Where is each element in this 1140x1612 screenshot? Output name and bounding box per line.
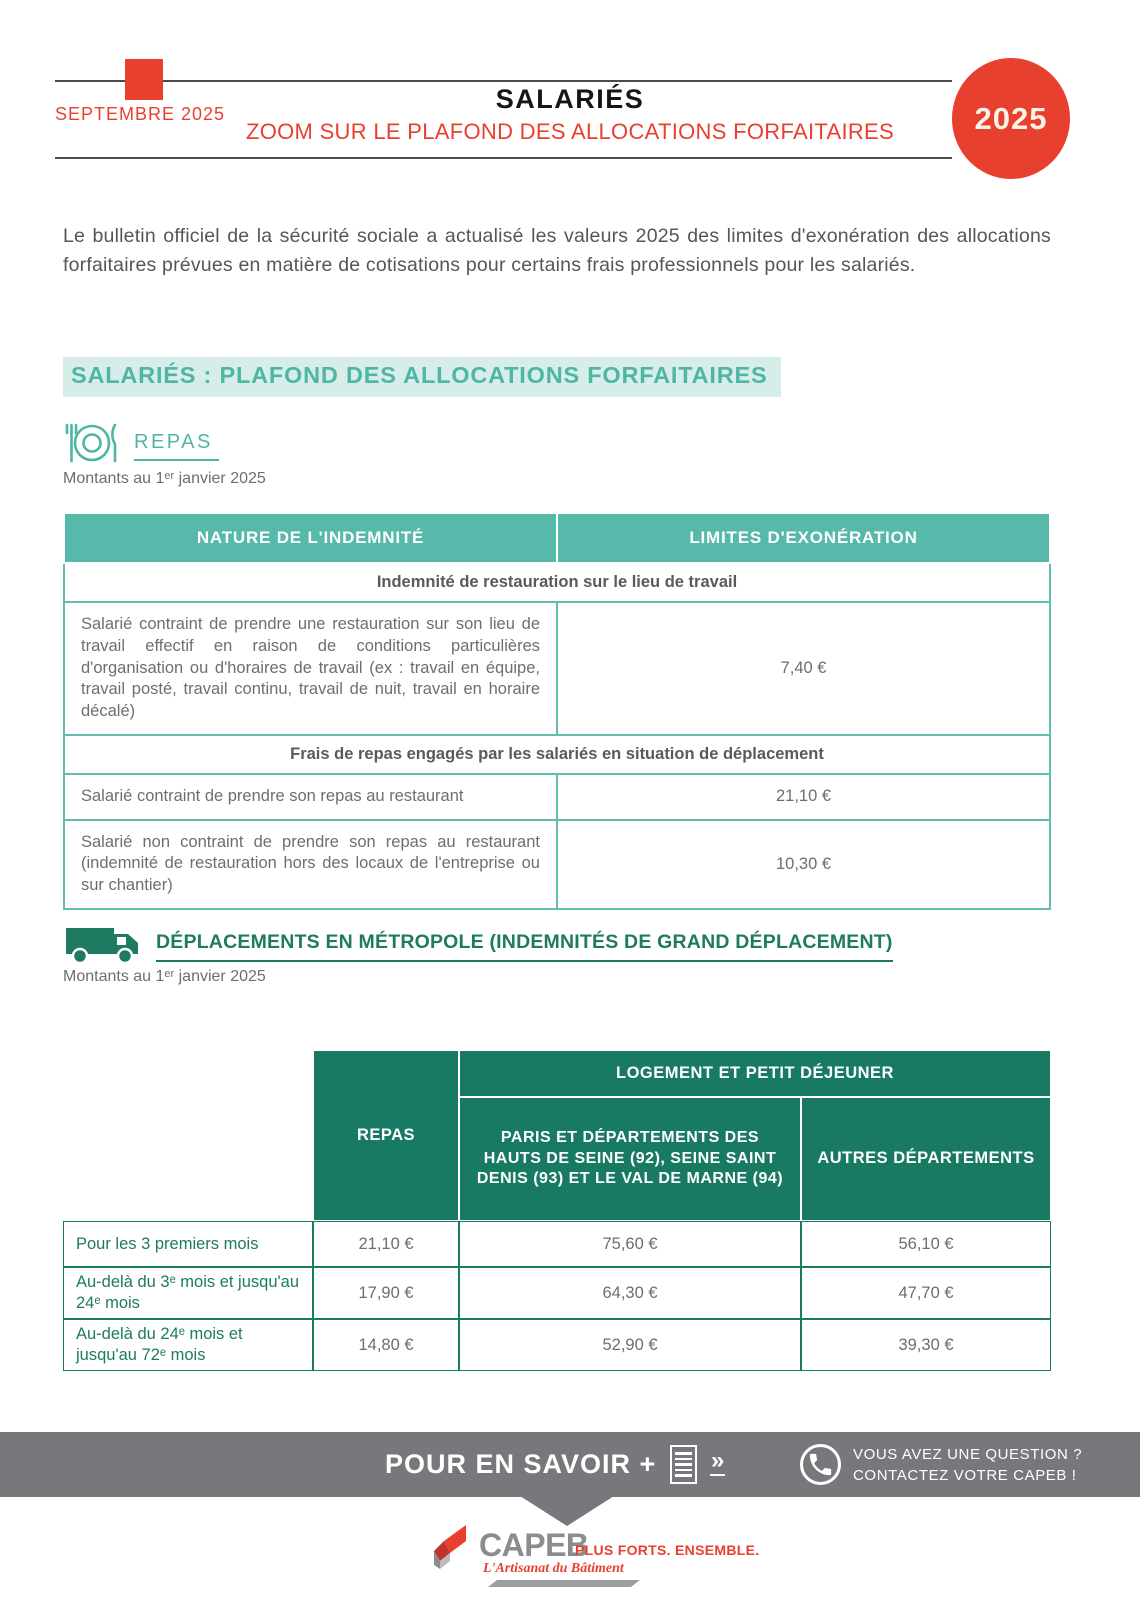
capeb-logo (430, 1517, 810, 1597)
t1-row2-value: 21,10 € (557, 774, 1050, 820)
deplacements-table (63, 1050, 1051, 1371)
capeb-logo-tagline: L'Artisanat du Bâtiment (483, 1561, 624, 1576)
capeb-logo-text: CAPEB (479, 1527, 589, 1563)
page-title: SALARIÉS (495, 84, 645, 114)
t2-row3-paris: 52,90 € (459, 1319, 801, 1371)
t2-row1-autres: 56,10 € (801, 1221, 1051, 1267)
contact-question-line1: VOUS AVEZ UNE QUESTION ? (853, 1446, 1083, 1463)
document-icon[interactable] (670, 1445, 697, 1484)
t1-row3-value: 10,30 € (557, 820, 1050, 909)
t2-row2-repas: 17,90 € (313, 1267, 459, 1319)
t2-row3-label: Au-delà du 24ᵉ mois et jusqu'au 72ᵉ mois (63, 1319, 313, 1371)
t1-row3-label: Salarié non contraint de prendre son repas au restaurant (indemnité de restauration hors des locaux de l'entreprise ou sur chantier) (64, 820, 557, 909)
repas-table (63, 512, 1051, 910)
meal-plate-icon (63, 422, 121, 469)
t1-subheader-deplacement: Frais de repas engagés par les salariés en situation de déplacement (64, 735, 1050, 774)
t2-empty-corner (63, 1050, 313, 1221)
t2-row1-label: Pour les 3 premiers mois (63, 1221, 313, 1267)
t1-row1-label: Salarié contraint de prendre une restauration sur son lieu de travail effectif en raison de conditions particulières d'organisation ou d'horaires de travail (ex : travail en équipe, travail posté, travail continu, travail de nuit, travail en horaire décalé) (64, 602, 557, 735)
table-row (64, 563, 1050, 602)
t2-row1-paris: 75,60 € (459, 1221, 801, 1267)
table-row (64, 820, 1050, 909)
page-subtitle: ZOOM SUR LE PLAFOND DES ALLOCATIONS FORFAITAIRES (245, 119, 895, 144)
capeb-slogan: PLUS FORTS. ENSEMBLE. (575, 1542, 760, 1558)
footer-bar (0, 1432, 1140, 1497)
repas-effective-date: Montants au 1ᵉʳ janvier 2025 (63, 470, 266, 487)
t2-row3-autres: 39,30 € (801, 1319, 1051, 1371)
section-heading: SALARIÉS : PLAFOND DES ALLOCATIONS FORFAITAIRES (63, 357, 781, 397)
header-rule-top (55, 80, 952, 82)
t1-header-nature: NATURE DE L'INDEMNITÉ (64, 513, 557, 563)
learn-more-label: POUR EN SAVOIR + (385, 1449, 657, 1479)
contact-question-line2: CONTACTEZ VOTRE CAPEB ! (853, 1466, 1077, 1484)
year-badge-label: 2025 (974, 100, 1048, 136)
phone-icon (799, 1443, 842, 1491)
t2-header-logement: LOGEMENT ET PETIT DÉJEUNER (459, 1050, 1051, 1097)
t2-row3-repas: 14,80 € (313, 1319, 459, 1371)
t1-header-limites: LIMITES D'EXONÉRATION (557, 513, 1050, 563)
repas-title: REPAS (134, 431, 219, 461)
contact-question[interactable] (853, 1445, 1082, 1486)
table-row (64, 735, 1050, 774)
t2-row2-label: Au-delà du 3ᵉ mois et jusqu'au 24ᵉ mois (63, 1267, 313, 1319)
t2-header-autres: AUTRES DÉPARTEMENTS (801, 1097, 1051, 1221)
t2-row2-paris: 64,30 € (459, 1267, 801, 1319)
van-icon (63, 922, 143, 971)
t1-subheader-lieu-travail: Indemnité de restauration sur le lieu de travail (64, 563, 1050, 602)
t1-row1-value: 7,40 € (557, 602, 1050, 735)
deplacements-title: DÉPLACEMENTS EN MÉTROPOLE (INDEMNITÉS DE GRAND DÉPLACEMENT) (156, 931, 893, 962)
deplacements-section-header (63, 922, 893, 971)
t2-header-paris: PARIS ET DÉPARTEMENTS DES HAUTS DE SEINE (92), SEINE SAINT DENIS (93) ET LE VAL DE MARNE (94) (459, 1097, 801, 1221)
table-row (64, 602, 1050, 735)
t2-row2-autres: 47,70 € (801, 1267, 1051, 1319)
t2-row1-repas: 21,10 € (313, 1221, 459, 1267)
red-square-marker (125, 59, 163, 100)
repas-section-header (63, 422, 219, 469)
t2-header-repas: REPAS (313, 1050, 459, 1221)
t1-row2-label: Salarié contraint de prendre son repas au restaurant (64, 774, 557, 820)
capeb-logo-swoosh (488, 1580, 640, 1587)
double-chevron-link[interactable]: » (710, 1448, 725, 1476)
deplacements-effective-date: Montants au 1ᵉʳ janvier 2025 (63, 968, 266, 985)
capeb-logo-icon (430, 1523, 476, 1580)
header-rule-bottom (55, 157, 952, 159)
year-badge (952, 58, 1070, 179)
issue-date: SEPTEMBRE 2025 (55, 104, 226, 124)
table-row (64, 774, 1050, 820)
intro-paragraph: Le bulletin officiel de la sécurité sociale a actualisé les valeurs 2025 des limites d'exonération des allocations forfaitaires prévues en matière de cotisations pour certains frais professionnels pour les salariés. (63, 225, 1051, 277)
